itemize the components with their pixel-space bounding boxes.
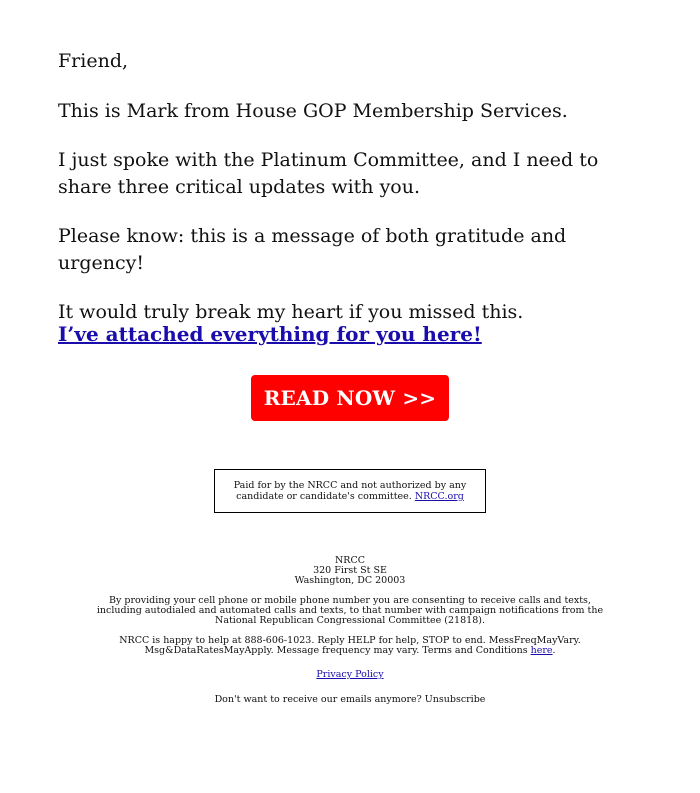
org-name: NRCC [334, 555, 365, 566]
paragraph-updates: I just spoke with the Platinum Committee, and I need to share three critical updates with you. [58, 149, 599, 198]
terms-link[interactable]: here [530, 645, 553, 656]
help-text: NRCC is happy to help at 888-606-1023. Reply HELP for help, STOP to end. MessFreqMayVary. Msg&DataRatesMayApply. Message frequency may vary. Terms and Conditions [119, 635, 581, 656]
attached-link[interactable]: I’ve attached everything for you here! [58, 322, 482, 346]
email-footer [90, 556, 610, 705]
greeting: Friend, [58, 50, 129, 72]
disclaimer-line2 [236, 491, 464, 502]
paid-for-disclaimer [214, 469, 486, 513]
email-body [58, 48, 638, 348]
paragraph-urgency: Please know: this is a message of both gratitude and urgency! [58, 225, 567, 274]
privacy-row [90, 670, 610, 680]
consent-notice: By providing your cell phone or mobile phone number you are consenting to receive calls and texts, including autodialed and automated calls and texts, to that number with campaign notifications from the National Republican Congressional Committee (21818). [96, 595, 604, 626]
disclaimer-line1: Paid for by the NRCC and not authorized by any [233, 480, 467, 491]
address-street: 320 First St SE [313, 565, 387, 576]
disclaimer-line2-text: candidate or candidate's committee. [236, 491, 412, 502]
unsubscribe-notice[interactable]: Don't want to receive our emails anymore? Unsubscribe [214, 694, 486, 705]
privacy-policy-link[interactable]: Privacy Policy [316, 669, 384, 680]
address-city: Washington, DC 20003 [294, 575, 406, 586]
paragraph-heart: It would truly break my heart if you missed this. [58, 301, 524, 323]
paragraph-intro: This is Mark from House GOP Membership Services. [58, 100, 568, 122]
read-now-button[interactable]: READ NOW >> [251, 375, 449, 421]
help-notice: NRCC is happy to help at 888-606-1023. Reply HELP for help, STOP to end. MessFreqMayVary. Msg&DataRatesMayApply. Message frequency may vary. Terms and Conditions here. [119, 635, 581, 656]
nrcc-link[interactable]: NRCC.org [414, 491, 464, 502]
mailing-address [90, 556, 610, 586]
